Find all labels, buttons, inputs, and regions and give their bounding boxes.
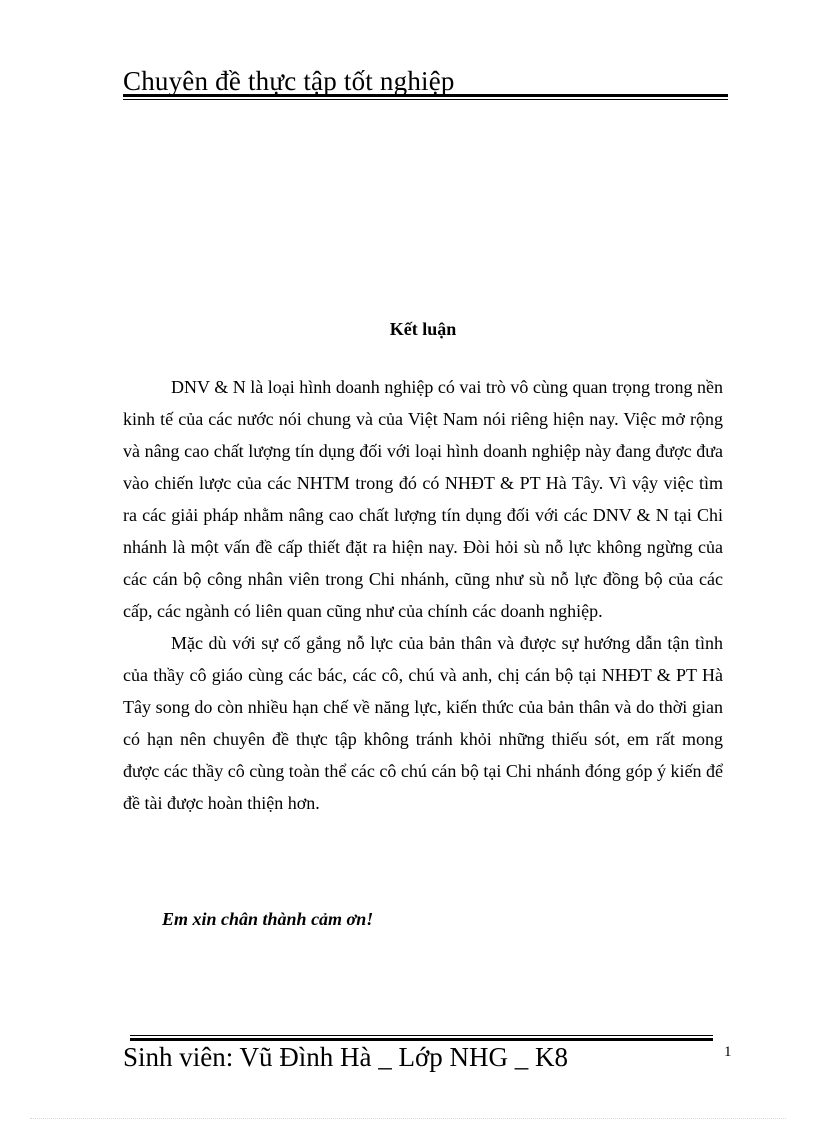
closing-line: Em xin chân thành cảm ơn!: [162, 909, 374, 929]
footer-text: Sinh viên: Vũ Đình Hà _ Lớp NHG _ K8: [123, 1042, 569, 1072]
paragraph: DNV & N là loại hình doanh nghiệp có vai trò vô cùng quan trọng trong nền kinh tế của các nước nói chung và của Việt Nam nói riêng hiện nay. Việc mở rộng và nâng cao chất lượng tín dụng đối với loại hình doanh nghiệp này đang được đưa vào chiến lược của các NHTM trong đó có NHĐT & PT Hà Tây. Vì vậy việc tìm ra các giải pháp nhằm nâng cao chất lượng tín dụng đối với các DNV & N tại Chi nhánh là một vấn đề cấp thiết đặt ra hiện nay. Đòi hỏi sù nỗ lực không ngừng của các cán bộ công nhân viên trong Chi nhánh, cũng như sù nỗ lực đồng bộ của các cấp, các ngành có liên quan cũng như của chính các doanh nghiệp.: [123, 377, 723, 621]
body-text: [123, 371, 723, 819]
footer-rule: [130, 1035, 713, 1041]
page-number: 1: [724, 1044, 732, 1060]
header-rule: [123, 94, 728, 100]
header-title: Chuyên đề thực tập tốt nghiệp: [123, 66, 455, 96]
page-edge-divider: [30, 1118, 786, 1119]
paragraph: Mặc dù với sự cố gắng nỗ lực của bản thân và được sự hướng dẫn tận tình của thầy cô giáo cùng các bác, các cô, chú và anh, chị cán bộ tại NHĐT & PT Hà Tây song do còn nhiều hạn chế về năng lực, kiến thức của bản thân và do thời gian có hạn nên chuyên đề thực tập không tránh khỏi những thiếu sót, em rất mong được các thầy cô cùng toàn thể các cô chú cán bộ tại Chi nhánh đóng góp ý kiến để đề tài được hoàn thiện hơn.: [123, 633, 723, 813]
section-title: Kết luận: [389, 319, 457, 339]
